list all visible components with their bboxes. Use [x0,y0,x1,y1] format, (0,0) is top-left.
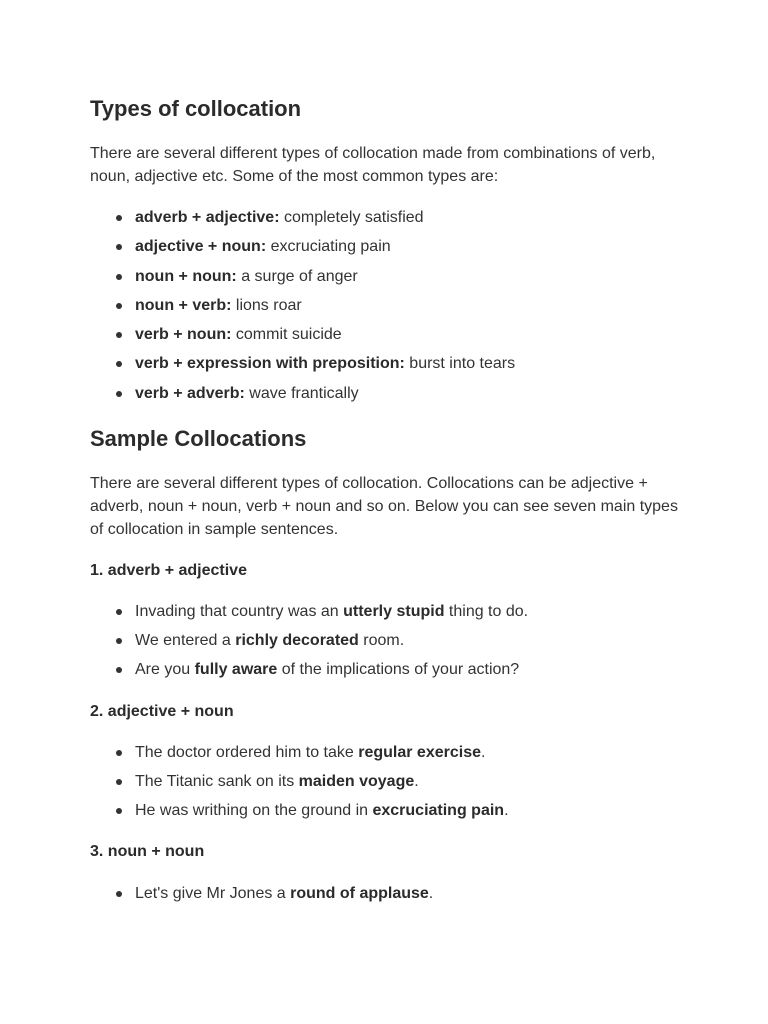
subheading-adverb-adjective: 1. adverb + adjective [90,562,247,579]
type-label: adverb + adjective: [135,209,280,226]
example-text: Let's give Mr Jones a [135,885,291,902]
section-heading-types: Types of collocation [90,96,302,121]
collocation-highlight: maiden voyage [298,773,415,790]
example-text: . [504,802,509,819]
example-text: . [480,744,486,761]
list-item [90,323,690,346]
example-text: Are you [135,661,195,678]
collocation-highlight: richly decorated [235,632,359,649]
example-text: The doctor ordered him to take [135,744,359,761]
list-item [90,600,690,623]
type-example: commit suicide [231,326,342,344]
type-label: verb + noun: [135,326,232,344]
intro-paragraph-types: There are several different types of collocation made from combinations of verb, noun, adjective etc. Some of the most common types are: [90,145,656,185]
collocation-highlight: round of applause [290,885,429,902]
type-example: lions roar [231,296,302,314]
type-label: adjective + noun: [135,238,267,256]
list-item [90,658,690,681]
example-text: The Titanic sank on its [135,773,299,790]
subheading-noun-noun: 3. noun + noun [90,843,205,860]
subheading-adjective-noun: 2. adjective + noun [90,703,234,720]
type-example: excruciating pain [266,238,391,256]
examples-list-adjective-noun [90,741,690,828]
example-text: . [414,773,419,790]
example-text: Invading that country was an [135,603,344,620]
example-text: We entered a [135,632,236,649]
list-item [90,382,690,405]
section-heading-samples: Sample Collocations [90,426,307,451]
example-text: He was writhing on the ground in [135,802,373,819]
type-label: verb + adverb: [135,384,245,402]
collocation-types-list [90,206,690,411]
type-example: wave frantically [244,384,359,402]
list-item [90,294,690,317]
type-label: noun + noun: [135,267,237,285]
collocation-highlight: fully aware [194,661,278,678]
example-text: thing to do. [444,603,529,620]
type-example: completely satisfied [279,209,424,226]
list-item [90,770,690,793]
type-example: a surge of anger [236,267,358,285]
collocation-highlight: utterly stupid [343,603,445,620]
example-text: room. [358,632,405,649]
type-example: burst into tears [404,355,516,373]
list-item [90,799,690,822]
list-item [90,882,690,905]
list-item [90,235,690,258]
examples-list-noun-noun [90,882,690,911]
list-item [90,741,690,764]
intro-paragraph-samples: There are several different types of collocation. Collocations can be adjective + adverb, noun + noun, verb + noun and so on. Below you can see seven main types of collocation in sample sentences. [90,475,678,538]
type-label: verb + expression with preposition: [135,355,405,373]
collocation-highlight: regular exercise [358,744,481,761]
collocation-highlight: excruciating pain [372,802,505,819]
example-text: . [428,885,434,902]
list-item [90,352,690,375]
type-label: noun + verb: [135,296,232,314]
list-item [90,629,690,652]
example-text: of the implications of your action? [277,661,520,678]
examples-list-adverb-adjective [90,600,690,687]
list-item [90,206,690,229]
list-item [90,265,690,288]
